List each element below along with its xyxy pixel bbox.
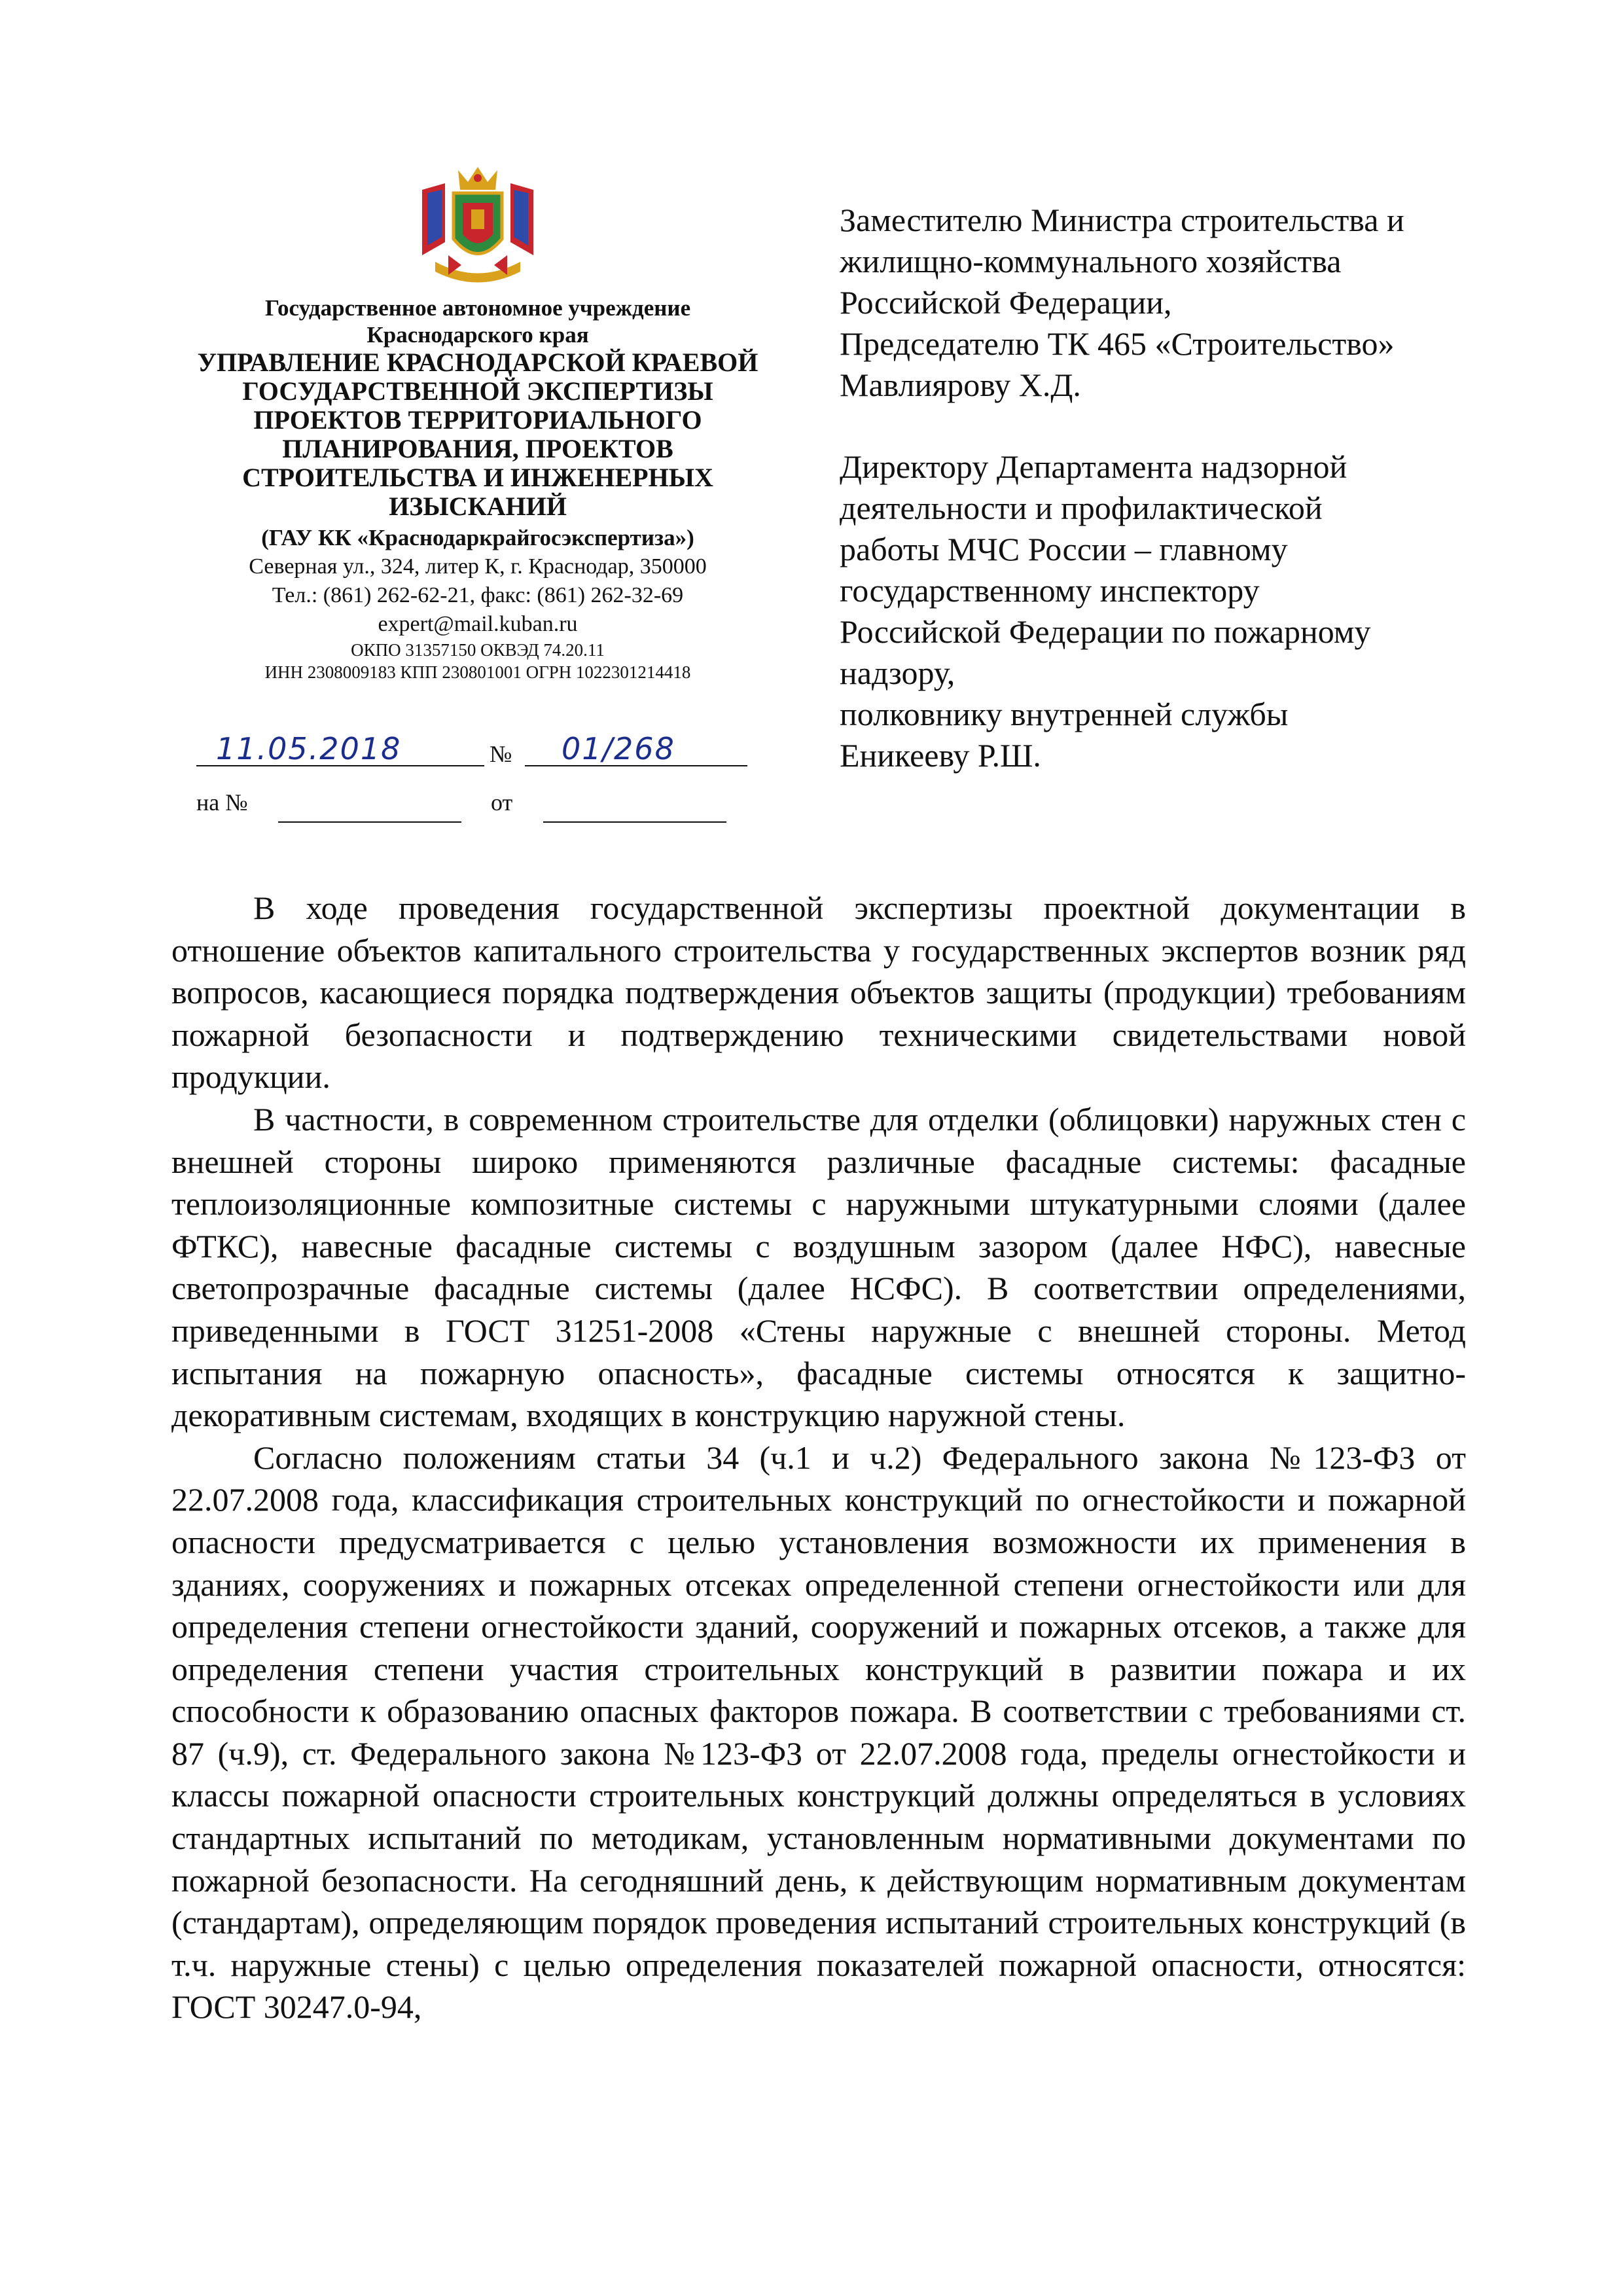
org-name-line-6: ИЗЫСКАНИЙ <box>389 492 567 521</box>
body-paragraph-1: В ходе проведения государственной экспертизы проектной документации в отношение объектов капитального строительства у государственных экспертов возник ряд вопросов, касающиеся порядка подтверждения объектов защиты (продукции) требованиям пожарной безопасности и подтверждению техническими свидетельствами новой продукции. <box>171 889 1466 1096</box>
outgoing-number-sign: № <box>490 741 512 767</box>
outgoing-date: 11.05.2018 <box>216 731 402 766</box>
reply-number-label: на № <box>196 789 248 816</box>
addressee-1-line-2: жилищно-коммунального хозяйства <box>840 243 1342 279</box>
outgoing-date-number <box>190 730 766 776</box>
org-phone: Тел.: (861) 262-62-21, факс: (861) 262-32-69 <box>272 583 684 607</box>
org-name-line-5: СТРОИТЕЛЬСТВА И ИНЖЕНЕРНЫХ <box>242 463 713 492</box>
org-name-line-4: ПЛАНИРОВАНИЯ, ПРОЕКТОВ <box>282 434 673 463</box>
org-codes-2: ИНН 2308009183 КПП 230801001 ОГРН 1022301214418 <box>264 662 691 682</box>
letterhead-line-2: Краснодарского края <box>366 322 589 348</box>
org-email: expert@mail.kuban.ru <box>378 612 578 636</box>
addressee-2-line-6: надзору, <box>840 655 955 691</box>
org-name-line-1: УПРАВЛЕНИЕ КРАСНОДАРСКОЙ КРАЕВОЙ <box>197 348 758 377</box>
letterhead <box>190 164 766 683</box>
addressee-2-line-1: Директору Департамента надзорной <box>840 448 1347 485</box>
reply-from-label: от <box>491 789 513 816</box>
body-paragraph-3: Согласно положениям статьи 34 (ч.1 и ч.2) Федерального закона №123-ФЗ от 22.07.2008 года, классификация строительных конструкций по огнестойкости и пожарной опасности предусматривается с целью установления возможности их применения в зданиях, сооружениях и пожарных отсеках определенной степени огнестойкости или для определения степени огнестойкости зданий, сооружений и пожарных отсеков, а также для определения степени участия строительных конструкций в развитии пожара и их способности к образованию опасных факторов пожара. В соответствии с требованиями ст. 87 (ч.9), ст. Федерального закона №123-ФЗ от 22.07.2008 года, пределы огнестойкости и классы пожарной опасности строительных конструкций должны определяться в условиях стандартных испытаний по методикам, установленным нормативными документами по пожарной безопасности. На сегодняшний день, к действующим нормативным документам (стандартам), определяющим порядок проведения испытаний строительных конструкций (в т.ч. наружные стены) с целью определения показателей пожарной опасности, относятся: ГОСТ 30247.0-94, <box>171 1439 1466 2026</box>
org-address: Северная ул., 324, литер К, г. Краснодар, 350000 <box>249 554 707 579</box>
outgoing-number: 01/268 <box>562 731 675 766</box>
addressee-1-line-3: Российской Федерации, <box>840 284 1172 321</box>
body-paragraph-2: В частности, в современном строительстве для отделки (облицовки) наружных стен с внешней стороны широко применяются различные фасадные системы: фасадные теплоизоляционные композитные системы с наружными штукатурными слоями (далее ФТКС), навесные фасадные системы с воздушным зазором (далее НФС), навесные светопрозрачные фасадные системы (далее НСФС). В соответствии определениями, приведенными в ГОСТ 31251-2008 «Стены наружные с внешней стороны. Метод испытания на пожарную опасность», фасадные системы относятся к защитно-декоративным системам, входящих в конструкцию наружной стены. <box>171 1100 1466 1434</box>
letter-body <box>171 887 1466 2028</box>
addressee-2-line-7: полковнику внутренней службы <box>840 696 1289 732</box>
reply-reference <box>190 789 766 828</box>
letterhead-line-1: Государственное автономное учреждение <box>264 295 691 321</box>
addressee-2-line-8: Еникееву Р.Ш. <box>840 737 1041 774</box>
addressee-1-line-1: Заместителю Министра строительства и <box>840 202 1404 238</box>
org-codes-1: ОКПО 31357150 ОКВЭД 74.20.11 <box>351 640 605 660</box>
addressee-1-line-4: Председателю ТК 465 «Строительство» <box>840 325 1395 362</box>
addressee-2-line-4: государственному инспектору <box>840 572 1260 609</box>
addressee-2-line-2: деятельности и профилактической <box>840 490 1323 526</box>
reply-number-line <box>278 786 461 823</box>
coat-of-arms-emblem <box>409 164 546 288</box>
reply-date-line <box>543 786 726 823</box>
addressee-2-line-3: работы МЧС России – главному <box>840 531 1288 567</box>
org-name-line-2: ГОСУДАРСТВЕННОЙ ЭКСПЕРТИЗЫ <box>242 376 713 406</box>
addressee-2-line-5: Российской Федерации по пожарному <box>840 613 1371 650</box>
org-name-line-3: ПРОЕКТОВ ТЕРРИТОРИАЛЬНОГО <box>253 405 702 435</box>
addressee-block <box>840 200 1520 776</box>
org-abbreviation: (ГАУ КК «Краснодаркрайгосэкспертиза») <box>261 525 694 550</box>
addressee-1-line-5: Мавлиярову Х.Д. <box>840 367 1081 403</box>
